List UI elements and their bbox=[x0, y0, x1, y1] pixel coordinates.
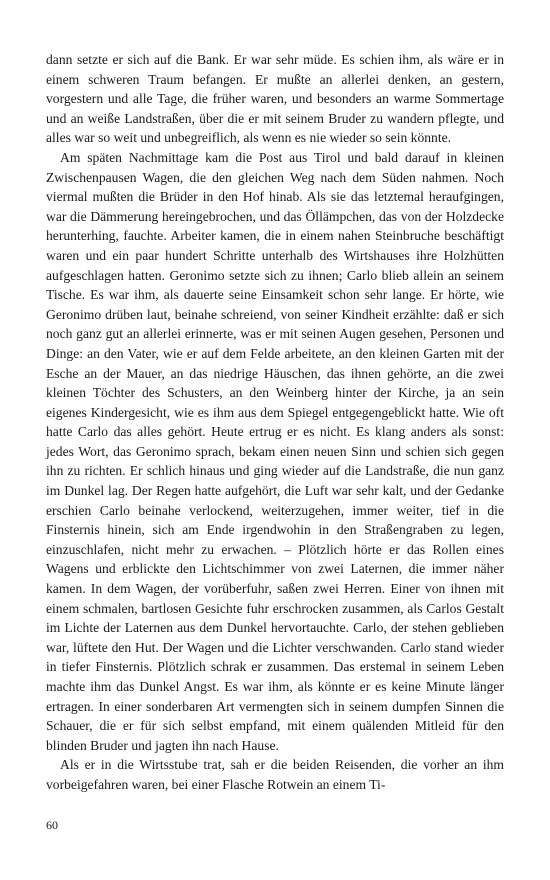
paragraph-3: Als er in die Wirtsstube trat, sah er die beiden Reisenden, die vorher an ihm vorbeigefahren waren, bei einer Flasche Rotwein an einem Ti- bbox=[46, 757, 504, 792]
body-text bbox=[46, 50, 504, 795]
paragraph-1: dann setzte er sich auf die Bank. Er war sehr müde. Es schien ihm, als wäre er in einem schweren Traum befangen. Er mußte an allerlei denken, an gestern, vorgestern und alle Tage, die früher waren, und besonders an warme Sommertage und an weiße Landstraßen, über die er mit seinem Bruder zu wandern pflegte, und alles war so weit und unbegreiflich, als wenn es nie wieder so sein könnte. bbox=[46, 52, 504, 146]
paragraph-2: Am späten Nachmittage kam die Post aus Tirol und bald darauf in kleinen Zwischenpausen Wagen, die den gleichen Weg nach dem Süden nahmen. Noch viermal mußten die Brüder in den Hof hinab. Als sie das letztemal heraufgingen, war die Dämmerung hereingebrochen, und das Öllämpchen, das von der Holzdecke herunterhing, fauchte. Arbeiter kamen, die in einem nahen Steinbruche beschäftigt waren und ein paar hundert Schritte unterhalb des Wirtshauses ihre Holzhütten aufgeschlagen hatten. Geronimo setzte sich zu ihnen; Carlo blieb allein an seinem Tische. Es war ihm, als dauerte seine Einsamkeit schon sehr lange. Er hörte, wie Geronimo drüben laut, beinahe schreiend, von seiner Kindheit erzählte: daß er sich noch ganz gut an allerlei erinnerte, was er mit seinen Augen gesehen, Personen und Dinge: an den Vater, wie er auf dem Felde arbeitete, an den kleinen Garten mit der Esche an der Mauer, an das niedrige Häuschen, das ihnen gehörte, an die zwei kleinen Töchter des Schusters, an den Weinberg hinter der Kirche, ja an sein eigenes Kindergesicht, wie es ihm aus dem Spiegel entgegengeblickt hatte. Wie oft hatte Carlo das alles gehört. Heute ertrug er es nicht. Es klang anders als sonst: jedes Wort, das Geronimo sprach, bekam einen neuen Sinn und schien sich gegen ihn zu richten. Er schlich hinaus und ging wieder auf die Landstraße, die nun ganz im Dunkel lag. Der Regen hatte aufgehört, die Luft war sehr kalt, und der Gedanke erschien Carlo beinahe verlockend, weiterzugehen, immer weiter, tief in die Finsternis hinein, sich am Ende irgendwohin in den Straßengraben zu legen, einzuschlafen, nicht mehr zu erwachen. – Plötzlich hörte er das Rollen eines Wagens und erblickte den Lichtschimmer von zwei Laternen, die immer näher kamen. In dem Wagen, der vorüberfuhr, saßen zwei Herren. Einer von ihnen mit einem schmalen, bartlosen Gesichte fuhr erschrocken zusammen, als Carlos Gestalt im Lichte der Laternen aus dem Dunkel hervortauchte. Carlo, der stehen geblieben war, lüftete den Hut. Der Wagen und die Lichter verschwanden. Carlo stand wieder in tiefer Finsternis. Plötzlich schrak er zusammen. Das erstemal in seinem Leben machte ihm das Dunkel Angst. Es war ihm, als könnte er es keine Minute länger ertragen. In einer sonderbaren Art vermengten sich in seinem dumpfen Sinnen die Schauer, die er für sich selbst empfand, mit einem quälenden Mitleid für den blinden Bruder und jagten ihn nach Hause. bbox=[46, 149, 504, 753]
page-number: 60 bbox=[46, 818, 58, 832]
